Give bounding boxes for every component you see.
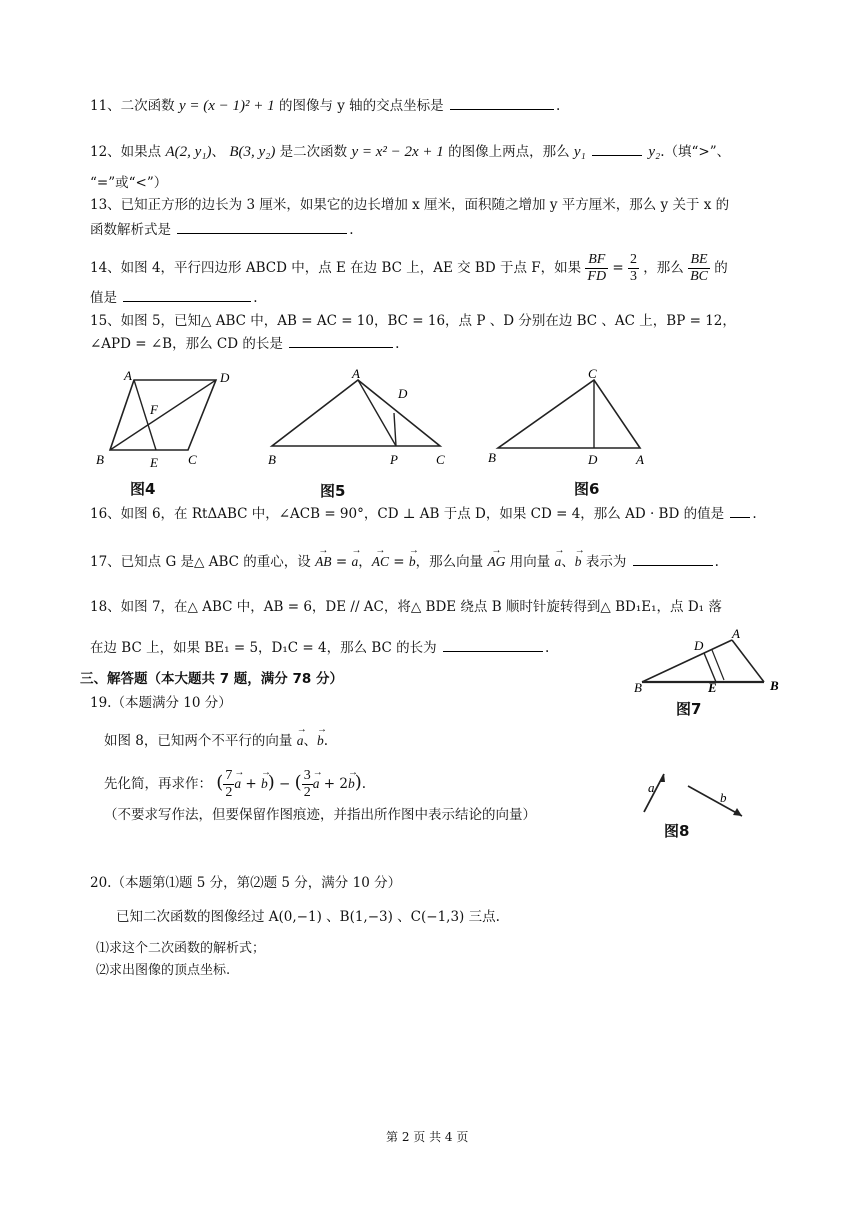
question-14: 14、如图 4，平行四边形 ABCD 中，点 E 在边 BC 上，AE 交 BD 于点 F，如果 $\frac{BF}{FD}$ = $\frac{2}{3}$ ，那么 $\frac{BE}{BC}$ 的 [90,252,728,284]
svg-text:B: B [634,680,642,695]
q11-answer-blank[interactable] [450,96,554,110]
svg-text:P: P [390,452,398,467]
question-15-line1: 15、如图 5，已知△ ABC 中，AB = AC = 10，BC = 16，点 P 、D 分别在边 BC 、AC 上，BP = 12， [90,313,736,329]
question-15-line2: ∠APD = ∠B，那么 CD 的长是 . [90,336,400,352]
vector-b-arrow [688,786,742,816]
q13-answer-blank[interactable] [177,220,347,234]
question-12: 12、如果点 A(2, y₁)、 B(3, y₂) 是二次函数 y = x² − 2x + 1 的图像上两点，那么 y₁ y₂.（填“>”、 [90,144,731,160]
question-19-line1: 如图 8，已知两个不平行的向量 → a、→ b. [104,732,328,750]
question-19-note: （不要求写作法，但要保留作图痕迹，并指出所作图中表示结论的向量） [104,807,536,823]
figure-6-caption: 图6 [574,480,600,498]
q11-expression: y = (x − 1)² + 1 [178,98,275,114]
svg-text:D: D [694,638,704,653]
svg-text:B: B [770,678,779,693]
fraction-3-2: $\frac{3}{2}$ [303,768,311,800]
svg-text:A: A [636,452,644,467]
figure-8-caption: 图8 [664,822,690,840]
question-12-continued: “=”或“<”） [90,175,168,191]
question-16: 16、如图 6，在 RtΔABC 中，∠ACB = 90°，CD ⊥ AB 于点 D，如果 CD = 4，那么 AD · BD 的值是 . [90,506,757,522]
question-19-title: 19.（本题满分 10 分） [90,695,232,711]
triangle-abc-right [498,380,640,448]
fraction-bf-fd: $\frac{BF}{FD}$ [587,252,607,284]
q14-answer-blank[interactable] [123,288,251,302]
section-3-heading: 三、解答题（本大题共 7 题，满分 78 分） [80,671,343,687]
triangle-abc [272,380,440,446]
page-number: 第 2 页 共 4 页 [386,1130,469,1144]
figure-6-diagram [484,366,654,466]
svg-text:A: A [124,368,132,383]
svg-text:B: B [268,452,276,467]
svg-text:E: E [150,455,158,470]
question-11: 11、二次函数 y = (x − 1)² + 1 的图像与 y 轴的交点坐标是 . [90,98,561,114]
question-20-title: 20.（本题第⑴题 5 分，第⑵题 5 分，满分 10 分） [90,875,402,891]
svg-text:B: B [96,452,104,467]
question-17: 17、已知点 G 是△ ABC 的重心，设 → AB = → a，→ AC = → b，那么向量 → AG 用向量 → a、→ b 表示为 . [90,552,719,571]
svg-text:A: A [732,626,740,641]
svg-text:C: C [436,452,445,467]
svg-text:F: F [150,402,158,417]
svg-text:a: a [648,780,655,795]
figure-7-caption: 图7 [676,700,702,718]
question-18-line2: 在边 BC 上，如果 BE₁ = 5，D₁C = 4，那么 BC 的长为 . [90,640,550,656]
fraction-be-bc: $\frac{BE}{BC}$ [690,252,708,284]
figure-5-diagram [266,368,456,468]
svg-text:D: D [588,452,598,467]
question-13-line1: 13、已知正方形的边长为 3 厘米，如果它的边长增加 x 厘米，面积随之增加 y 平方厘米，那么 y 关于 x 的 [90,197,730,213]
q17-answer-blank[interactable] [633,552,713,566]
fraction-2-3: $\frac{2}{3}$ [630,252,637,284]
figure-4-caption: 图4 [130,480,156,498]
figure-7-diagram [632,626,792,695]
question-20-sub1: ⑴求这个二次函数的解析式； [96,941,266,956]
q16-answer-blank[interactable] [730,504,750,518]
question-13-line2: 函数解析式是 . [90,222,354,238]
svg-text:D: D [398,386,408,401]
segment-ba [642,640,732,682]
svg-text:b: b [720,790,727,805]
figure-5-caption: 图5 [320,482,346,500]
question-14-line2: 值是 . [90,290,258,306]
fraction-7-2: $\frac{7}{2}$ [225,768,233,800]
svg-text:D: D [220,370,230,385]
segment-de [704,653,716,682]
segment-pd [394,413,396,446]
diagonal-bd [110,380,216,450]
question-20-line1: 已知二次函数的图像经过 A(0,−1) 、B(1,−3) 、C(−1,3) 三点. [116,909,500,925]
question-20-sub2: ⑵求出图像的顶点坐标. [96,963,231,978]
segment-ap [358,380,396,446]
question-18-line1: 18、如图 7，在△ ABC 中，AB = 6，DE // AC，将△ BDE 绕点 B 顺时针旋转得到△ BD₁E₁，点 D₁ 落 [90,599,722,615]
svg-text:A: A [352,366,360,381]
svg-text:E: E [708,680,717,695]
svg-text:C: C [188,452,197,467]
svg-text:C: C [588,366,597,381]
figure-4-diagram [96,368,236,468]
question-19-line2: 先化简，再求作： ( $\frac{7}{2}$ → a + → b) − ( $\frac{3}{2}$ → a + 2→ b). [104,768,366,801]
segment-ac [732,640,764,682]
q15-answer-blank[interactable] [289,334,393,348]
figure-8-diagram [632,768,762,828]
svg-text:B: B [488,450,496,465]
q12-answer-blank[interactable] [592,142,642,156]
q18-answer-blank[interactable] [443,638,543,652]
